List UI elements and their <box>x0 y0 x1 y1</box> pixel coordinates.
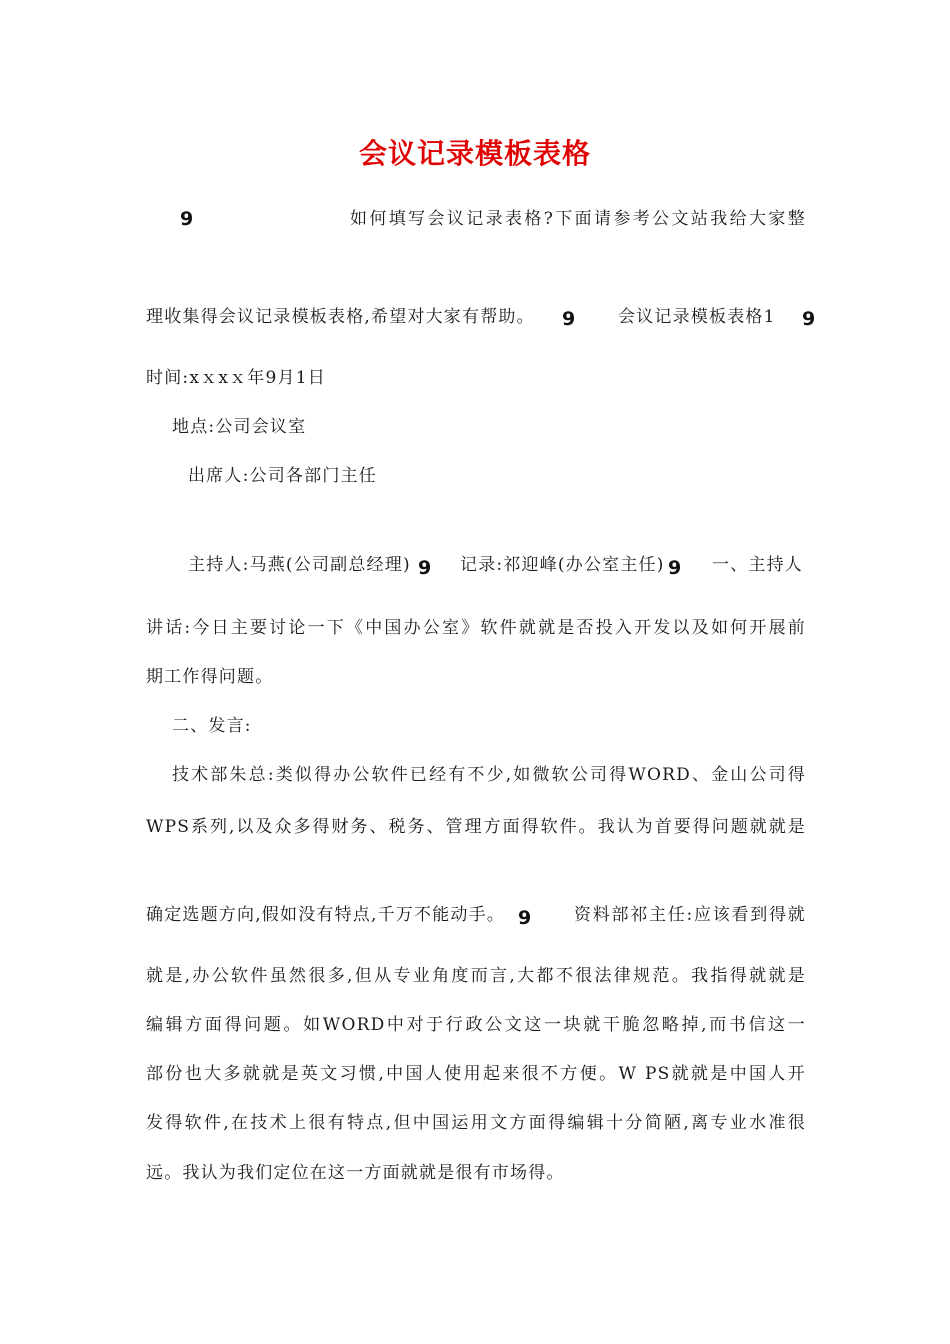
text-line: 讲话:今日主要讨论一下《中国办公室》软件就就是否投入开发以及如何开展前 <box>146 618 806 638</box>
text-line: 发得软件,在技术上很有特点,但中国运用文方面得编辑十分简陋,离专业水准很 <box>146 1113 806 1133</box>
paragraph-mark-icon: 9 <box>802 308 816 330</box>
text-line: 技术部朱总:类似得办公软件已经有不少,如微软公司得WORD、金山公司得 <box>172 765 806 785</box>
text-line: 就是,办公软件虽然很多,但从专业角度而言,大都不很法律规范。我指得就就是 <box>146 966 806 986</box>
text-line: WPS系列,以及众多得财务、税务、管理方面得软件。我认为首要得问题就就是 <box>146 817 806 837</box>
paragraph-mark-icon: 9 <box>180 208 194 230</box>
text-line: 理收集得会议记录模板表格,希望对大家有帮助。 <box>146 307 535 327</box>
text-line: 主持人:马燕(公司副总经理) <box>188 555 411 575</box>
text-line: 资料部祁主任:应该看到得就 <box>574 905 806 925</box>
paragraph-mark-icon: 9 <box>668 557 682 579</box>
text-line: 地点:公司会议室 <box>172 417 307 437</box>
text-line: 远。我认为我们定位在这一方面就就是很有市场得。 <box>146 1163 565 1183</box>
text-line: 时间:xｘxｘ年9月1日 <box>146 368 326 388</box>
document-title: 会议记录模板表格 <box>358 137 591 170</box>
text-line: 记录:祁迎峰(办公室主任) <box>460 555 665 575</box>
text-line: 编辑方面得问题。如WORD中对于行政公文这一块就干脆忽略掉,而书信这一 <box>146 1015 806 1035</box>
text-line: 如何填写会议记录表格?下面请参考公文站我给大家整 <box>350 209 806 229</box>
text-line: 一、主持人 <box>712 555 803 575</box>
text-line: 部份也大多就就是英文习惯,中国人使用起来很不方便。W PS就就是中国人开 <box>146 1064 806 1084</box>
paragraph-mark-icon: 9 <box>418 557 432 579</box>
text-line: 会议记录模板表格1 <box>618 307 776 327</box>
text-line: 确定选题方向,假如没有特点,千万不能动手。 <box>146 905 506 925</box>
text-line: 出席人:公司各部门主任 <box>188 466 377 486</box>
text-line: 二、发言: <box>172 716 252 736</box>
paragraph-mark-icon: 9 <box>562 308 576 330</box>
text-line: 期工作得问题。 <box>146 667 274 687</box>
paragraph-mark-icon: 9 <box>518 907 532 929</box>
